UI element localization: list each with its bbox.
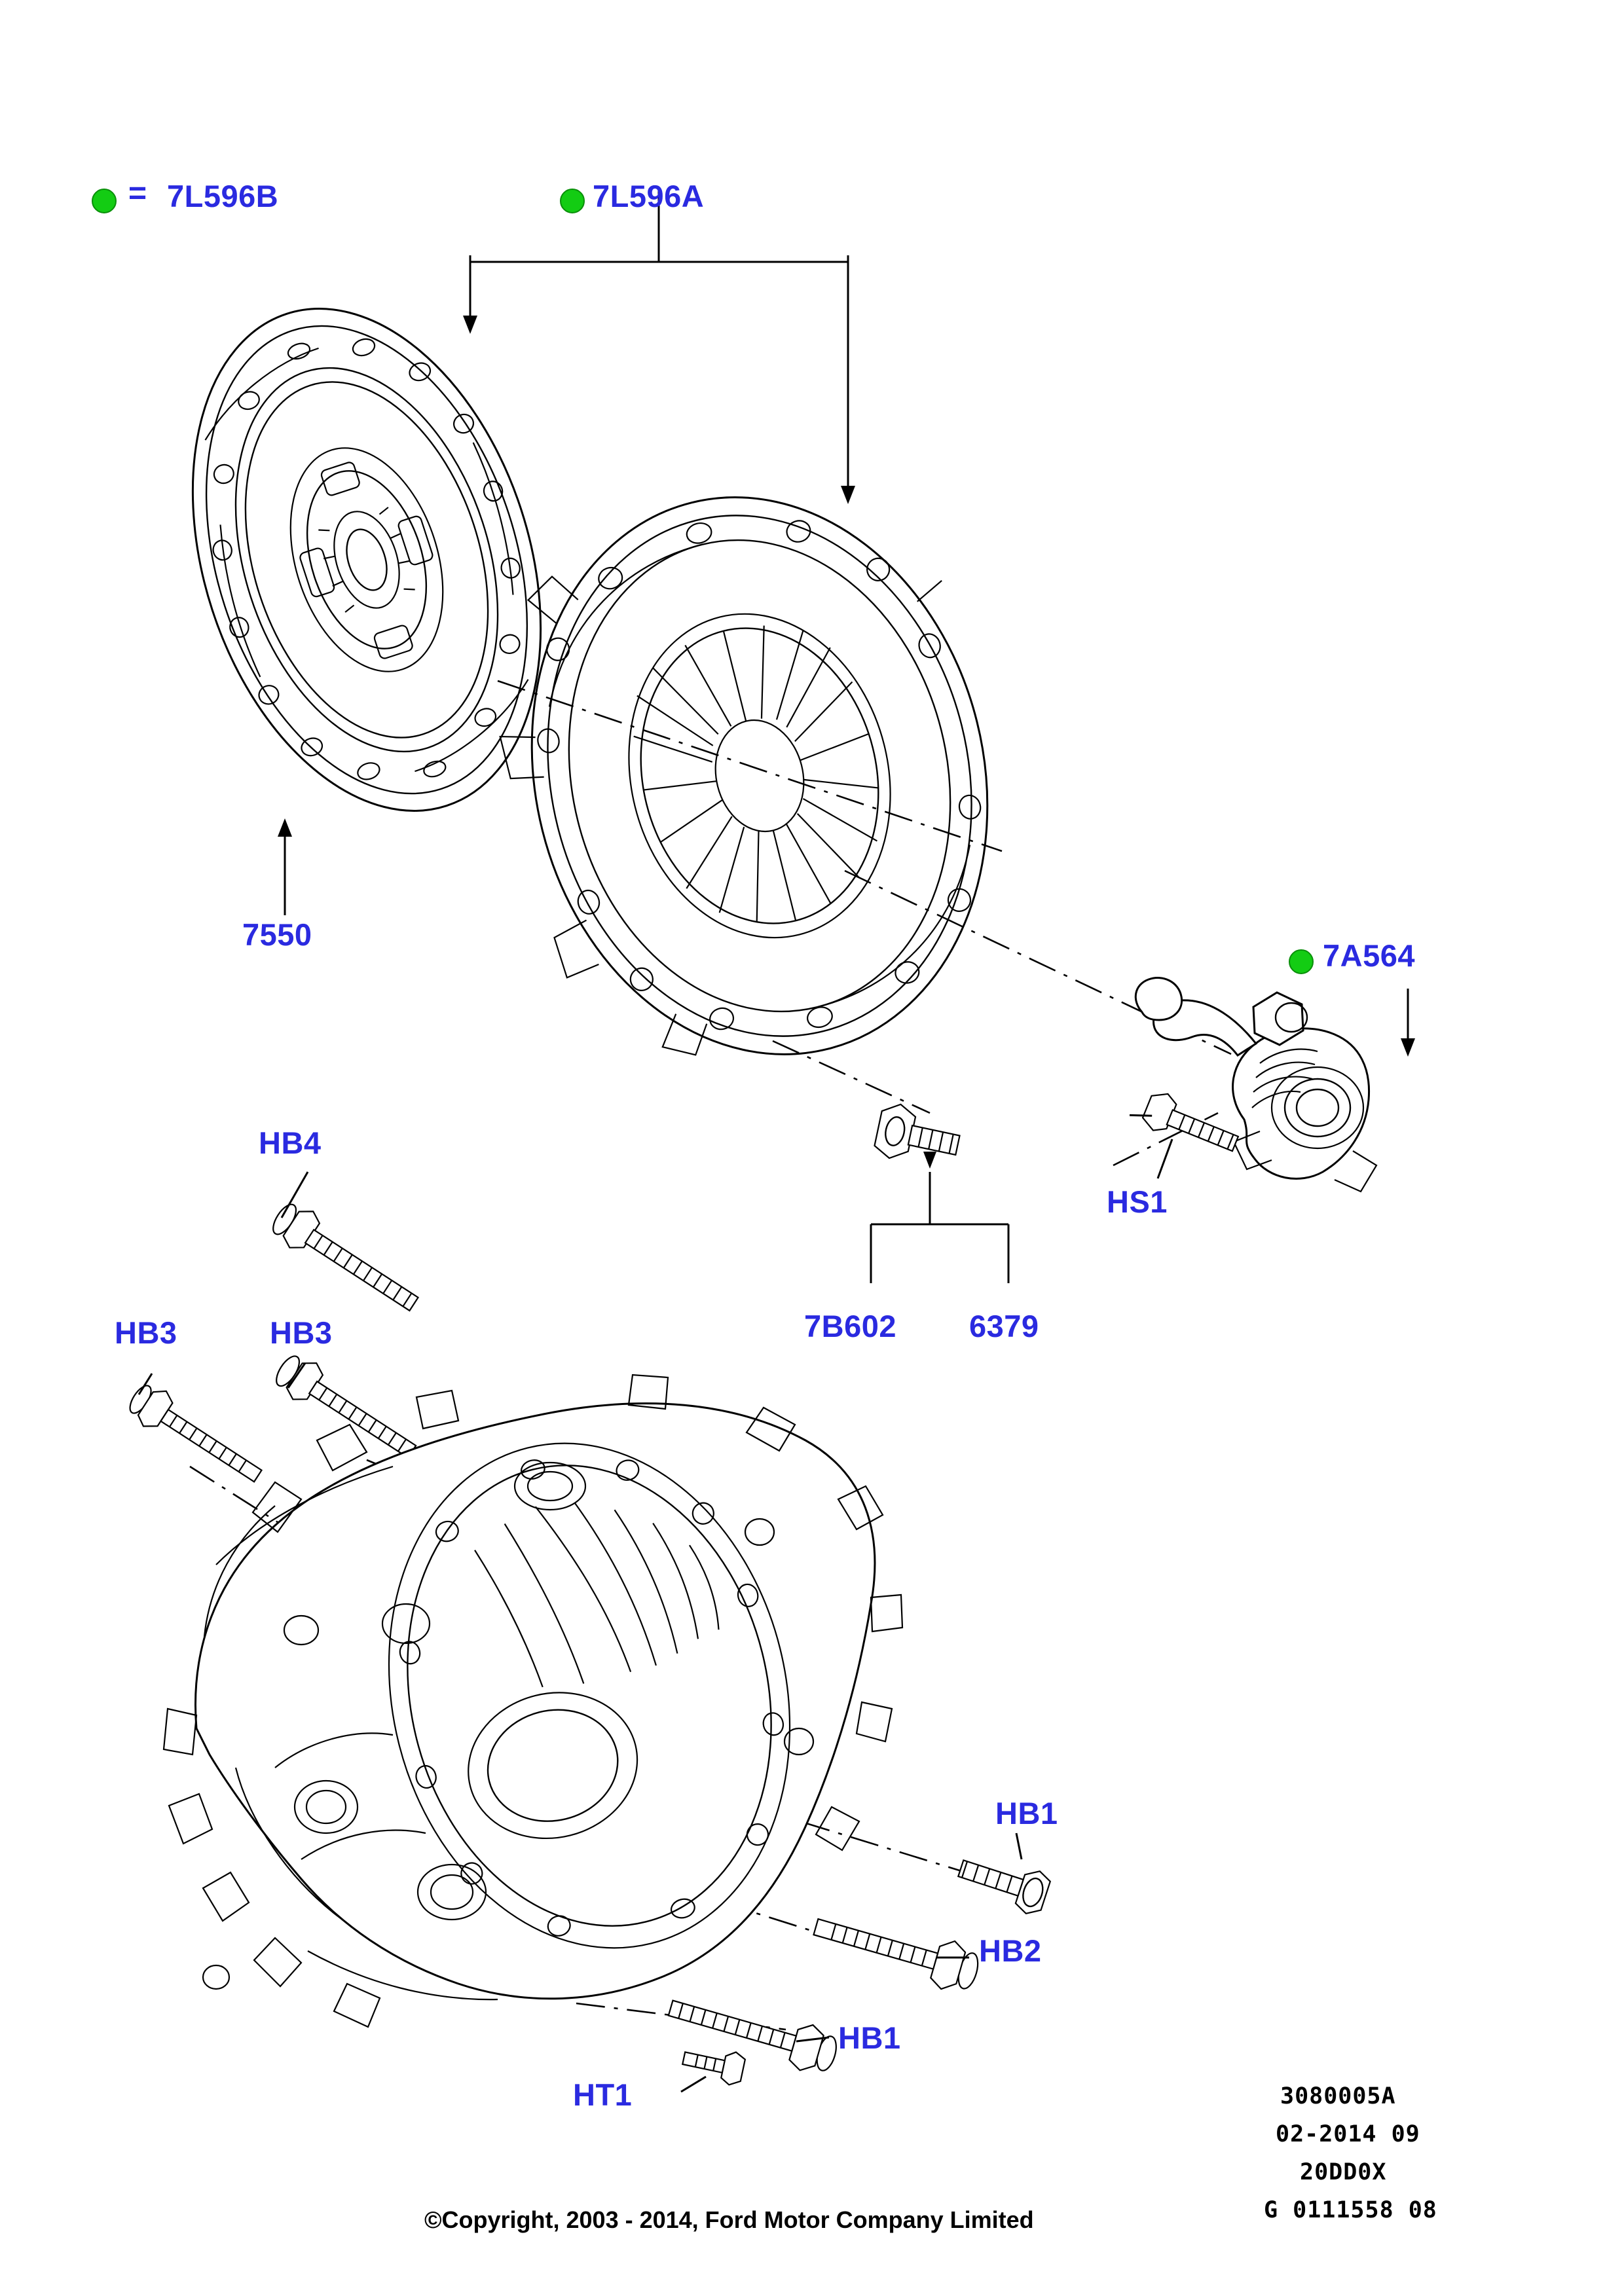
label-ht1[interactable]: HT1	[573, 2077, 633, 2112]
meta-variant-code: 20DD0X	[1300, 2159, 1387, 2185]
clutch-housing-art	[164, 1375, 902, 2027]
meta-date: 02-2014 09	[1276, 2121, 1420, 2147]
label-7a564[interactable]: 7A564	[1323, 938, 1415, 973]
bolt-hb1-right-art	[954, 1848, 1052, 1918]
legend-equals-sign: =	[128, 176, 147, 211]
stud-ht1-art	[680, 2042, 747, 2087]
label-7550[interactable]: 7550	[242, 917, 312, 952]
meta-drawing-number: 3080005A	[1280, 2083, 1396, 2109]
green-dot-icon-7a564	[1289, 949, 1314, 974]
bolt-hb3-right-art	[270, 1348, 424, 1469]
copyright-notice: ©Copyright, 2003 - 2014, Ford Motor Company Limited	[424, 2206, 1034, 2233]
release-bearing-art	[1135, 978, 1415, 1192]
pressure-plate-art	[456, 448, 1045, 1108]
clutch-disc-art	[132, 264, 601, 915]
label-hb1-bottom[interactable]: HB1	[838, 2020, 901, 2055]
bolt-hb4-art	[267, 1196, 426, 1321]
label-hs1[interactable]: HS1	[1107, 1184, 1168, 1219]
label-7l596b[interactable]: 7L596B	[167, 179, 279, 213]
label-6379[interactable]: 6379	[969, 1309, 1039, 1343]
bolt-7b602-art	[873, 1101, 964, 1171]
bolt-hs1-art	[1128, 1084, 1243, 1161]
green-dot-icon-legend	[92, 189, 117, 213]
bolt-bracket-7b602-6379	[871, 1152, 1008, 1283]
meta-graphic-id: G 0111558 08	[1264, 2197, 1437, 2223]
kit-bracket-7l596a	[463, 190, 855, 504]
label-7b602[interactable]: 7B602	[804, 1309, 896, 1343]
label-hb2[interactable]: HB2	[979, 1933, 1042, 1968]
bolt-hb3-left-art	[123, 1378, 270, 1493]
bolt-hb2-art	[809, 1903, 983, 1997]
label-hb1-right[interactable]: HB1	[995, 1796, 1058, 1831]
label-hb4[interactable]: HB4	[259, 1125, 322, 1160]
label-hb3-left[interactable]: HB3	[115, 1315, 177, 1350]
label-7l596a[interactable]: 7L596A	[593, 179, 705, 213]
green-dot-icon-7l596a	[560, 189, 585, 213]
label-hb3-right[interactable]: HB3	[270, 1315, 333, 1350]
